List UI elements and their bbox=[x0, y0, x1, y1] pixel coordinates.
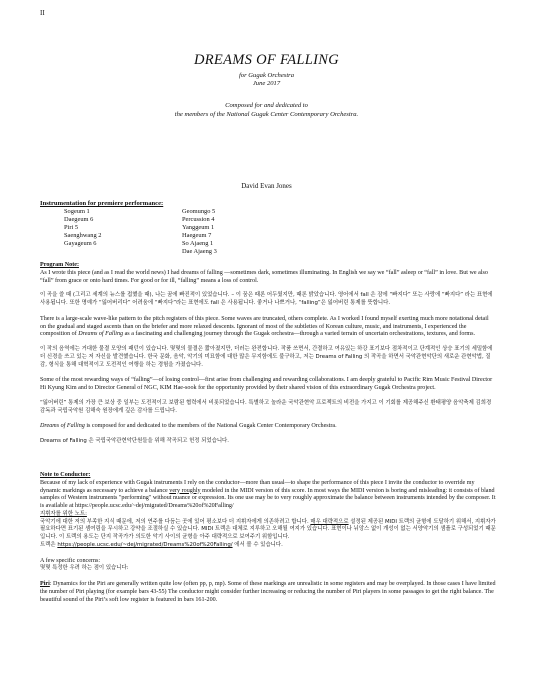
program-note-p3-en: Some of the most rewarding ways of “falling”—of losing control—first arise from challenging and rewarding collaborations. I am deeply grateful to Pacific Rim Music Festival Director Hi Kyung Kim and to Director General of NGC, KIM Hae-sook for the opportunity provided by their shared vision of this extraordinary Gugak Orchestra project. bbox=[40, 377, 493, 391]
instrumentation-col-1 bbox=[64, 208, 182, 257]
instrument-item: Haegeum 7 bbox=[182, 232, 212, 240]
program-note-p4-kr: Dreams of Falling 은 국립국악관현악단원들을 위해 작곡되고 헌정 되었습니다. bbox=[40, 438, 229, 444]
piri-note bbox=[40, 581, 496, 604]
piece-date: June 2017 bbox=[252, 80, 281, 87]
instrumentation-col-2 bbox=[182, 208, 217, 257]
program-note-p1-kr: 이 곡을 쓸 때 (그리고 세계의 뉴스를 접했을 때), 나는 꿈에 빠진적이 있었습니다. – 이 꿈은 때론 어두웠지만, 때론 밝았습니다. 영어에서 fall 은 잠에 “빠지다” 또는 사랑에 “빠지다” 라는 표현에 사용됩니다. 또한 명예가 “잃어버리다” 어려움에 “빠지다”라는 표현에도 fall 은 사용됩니다. 좋거나 나쁘거나, “falling”은 잃어버린 통제를 뜻합니다. bbox=[40, 292, 493, 306]
instrument-item: So Ajaeng 1 bbox=[182, 240, 214, 248]
instrument-item: Yanggeum 1 bbox=[182, 224, 215, 232]
conductor-note-link-line bbox=[40, 542, 496, 550]
dedication-line-1: Composed for and dedicated to bbox=[225, 102, 308, 109]
instrument-item: Saenghwang 2 bbox=[64, 232, 102, 240]
conductor-text-underlined: very roughly bbox=[169, 487, 201, 494]
conductor-kr-underlined: 매우 대략적으로 bbox=[310, 518, 349, 525]
link-suffix: 에서 볼 수 있습니다. bbox=[232, 541, 283, 548]
instrument-item: Gayageum 6 bbox=[64, 240, 97, 248]
instrument-item: Percussion 4 bbox=[182, 216, 215, 224]
instrument-item: Dae Ajaeng 3 bbox=[182, 248, 217, 256]
author-name: David Evan Jones bbox=[241, 182, 292, 190]
specific-concerns-en: A few specific concerns: bbox=[40, 557, 101, 564]
program-note-p3-kr: “잃어버린” 통제의 가장 큰 보상 중 일부는 도전적이고 보람된 협력에서 비롯되었습니다. 특별하고 놀라운 국악관현악 프로젝트의 비전을 가지고 이 기회를 제공해주신 환태평양 음악축제 김희경 감독과 국립국악원 김해숙 원장에게 깊은 감사를 드립니다. bbox=[40, 399, 492, 414]
conductor-kr-text-b: 설정된 제공된 MIDI 트랙의 균형에 도달하기 위해서, 지휘자가 필요하다면 표기된 셈여림을 무시하고 강약을 조절하실 수 있습니다. MIDI 트랙은 대체로 지루하고 오해될 여지가 있습니다. 표현이나 뉘앙스 없이 개성이 없는 서양악기의 샘플로 구성되었기 때문입니다. 이 트랙의 용도는 단지 작곡가가 의도한 악기 사이의 균형을 아주 대략적으로 보여주기 위함입니다. bbox=[40, 518, 496, 540]
program-note-p2-kr: 이 작의 음역에는 거대한 물결 모양의 패턴이 있습니다. 몇몇의 물결은 짧아졌지만, 더러는 완전합니다. 작품 쓰면서, 간결하고 여유있는 하강 표기보다 점차적이고 단계적인 상승 표기의 세밀함에 더 신경을 쓰고 있는 저 자신을 발견했습니다. 한국 문화, 음악, 악기의 미묘함에 대한 많은 무지함에도 불구하고, 저는 Dreams of Falling 의 작곡을 하면서 국악관현악단의 새로운 관현악법, 질감, 형식을 통해 대혁적이고 도전적인 여행을 하는 경험을 가졌습니다. bbox=[40, 346, 493, 368]
program-note-p4-en bbox=[40, 423, 496, 431]
instrument-item: Geomungo 5 bbox=[182, 208, 216, 215]
program-note-p2-en bbox=[40, 316, 496, 339]
piri-heading: Piri bbox=[40, 581, 50, 587]
p4-text: is composed for and dedicated to the members of the National Gugak Center Contemporary Orchestra. bbox=[84, 423, 337, 430]
p4-title-italic: Dreams of Falling bbox=[40, 423, 85, 430]
link-prefix: 트랙은 bbox=[40, 541, 58, 548]
instrument-item: Daegeum 6 bbox=[64, 216, 94, 224]
instrument-item: Piri 5 bbox=[64, 224, 79, 232]
p2-text-a: There is a large-scale wave-like pattern to the pitch registers of this piece. Some waves are truncated, others complete. As I worked I found myself exerting much more notational detail on the gradual and staged ascents than on the briefer and more relaxed descents. Ignorant of most of the subtleties of Korean culture, music, and instruments, I experienced the composition of bbox=[40, 315, 489, 338]
specific-concerns-kr: 몇몇 특정한 우려 하는 점이 있습니다: bbox=[40, 565, 129, 572]
piri-text: : Dynamics for the Piri are generally written quite low (often pp, p, mp). Some of these markings are unrealistic in some registers and may be overplayed. In those cases I have limited the number of Piri playing (for example bars 43-55) The conductor might consider further increasing or reducing the number of Piri players in some passages to get the right balance. The beautiful sound of the Piri’s soft low register is featured in bars 161-200. bbox=[40, 581, 496, 603]
conductor-text-a: Because of my lack of experience with Gugak instruments I rely on the conductor—more than usual—to shape the performance of this piece I invite the conductor to override my dynamic markings as necessary to achieve a balance bbox=[40, 479, 475, 494]
program-note-p1-en: As I wrote this piece (and as I read the world news) I had dreams of falling —sometimes dark, sometimes illuminating. In English we say we “fall” asleep or “fall” in love. But we also “fall” from grace or onto hard times. For good or for ill, “falling” means a loss of control. bbox=[40, 269, 488, 284]
conductor-note-section bbox=[40, 472, 496, 604]
instrumentation-table bbox=[64, 208, 217, 257]
piece-title: DREAMS OF FALLING bbox=[194, 52, 339, 68]
instrument-item: Sogeum 1 bbox=[64, 208, 90, 215]
midi-link[interactable]: https://people.ucsc.edu/~dej/migrated/Dreams%20of%20Falling/ bbox=[57, 541, 233, 548]
program-note-heading: Program Note: bbox=[40, 262, 79, 268]
page-number: II bbox=[40, 9, 45, 17]
conductor-text-b: modeled in the MIDI version of this score. In most ways the MIDI version is boring and misleading: it consists of bland samples of Western instruments "performing" without nuance or expression. Its one use may be to very roughly approximate the balance between instruments intended by the composer. It is available at https://people.ucsc.edu/~dej/migrated/Dreams%20of%20Falling/ bbox=[40, 487, 496, 509]
piece-subtitle: for Gugak Orchestra bbox=[238, 72, 295, 79]
p2-text-b: as a fascinating and challenging journey through the Gugak orchestra—through a varied terrain of uncertain orchestrations, textures, and forms. bbox=[123, 331, 476, 338]
program-note-section bbox=[40, 262, 496, 446]
conductor-kr-text-a: 국악기에 대한 저의 부족한 지식 때문에, 저의 연주를 다듬는 곳에 있어 평소보다 더 지휘자에게 의존하려고 합니다. bbox=[40, 518, 311, 525]
conductor-note-p1-en bbox=[40, 480, 496, 511]
p2-title-italic: Dreams of Falling bbox=[78, 331, 124, 338]
conductor-note-p1-kr bbox=[40, 519, 496, 542]
conductor-note-heading: Note to Conductor: bbox=[40, 472, 91, 478]
dedication-line-2: the members of the National Gugak Center Contemporary Orchestra. bbox=[174, 111, 359, 118]
conductor-note-kr-heading: 지휘자를 위한 노트: bbox=[40, 510, 87, 517]
instrumentation-heading: Instrumentation for premiere performance: bbox=[40, 200, 164, 207]
